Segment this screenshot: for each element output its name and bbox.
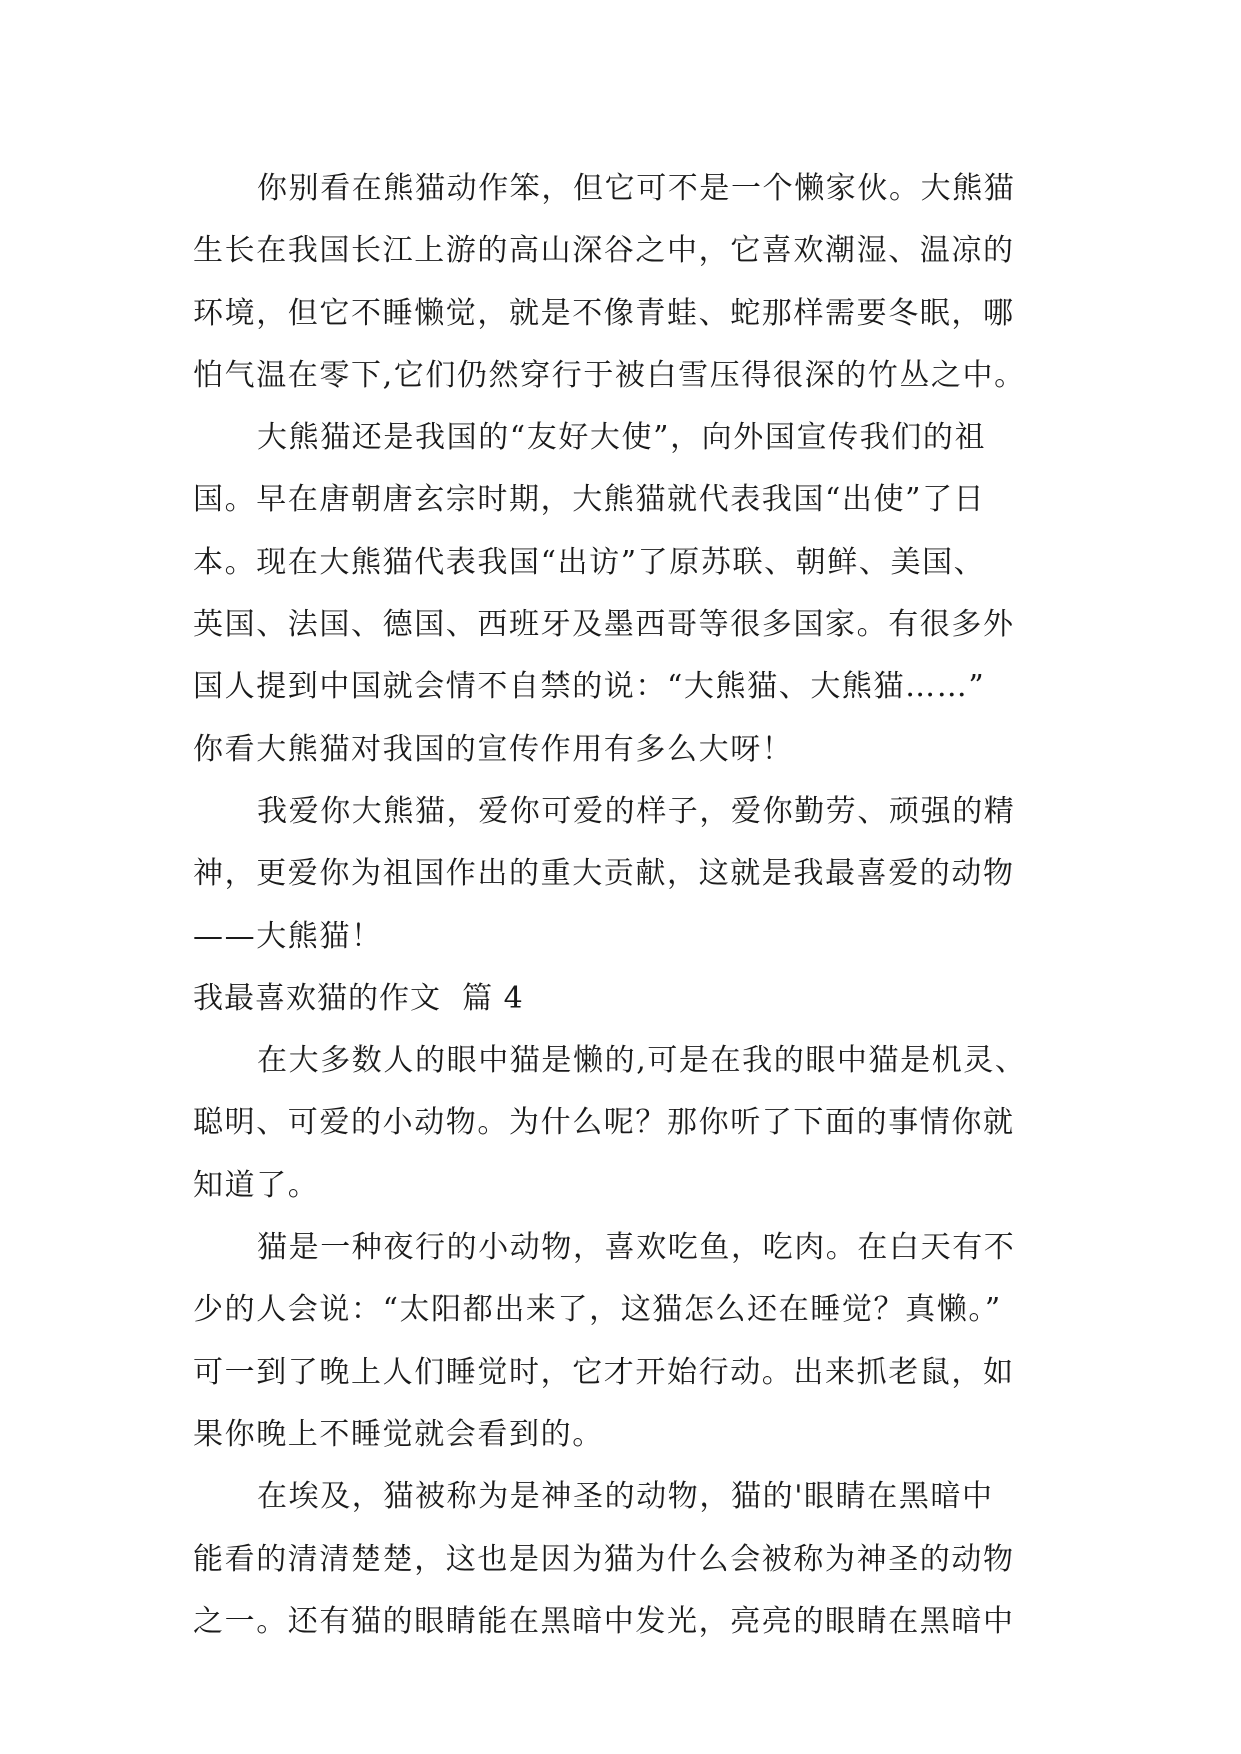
text-line: 国。早在唐朝唐玄宗时期，大熊猫就代表我国“出使”了日 [193, 482, 986, 518]
text-line: 之一。还有猫的眼睛能在黑暗中发光，亮亮的眼睛在黑暗中 [193, 1603, 1015, 1639]
text-line: 在大多数人的眼中猫是懒的,可是在我的眼中猫是机灵、 [257, 1043, 1027, 1079]
text-line: 果你晚上不睡觉就会看到的。 [193, 1416, 604, 1452]
text-line: ——大熊猫！ [193, 918, 383, 954]
text-line: 少的人会说：“太阳都出来了，这猫怎么还在睡觉？真懒。” [193, 1292, 1002, 1328]
text-line: 猫是一种夜行的小动物，喜欢吃鱼，吃肉。在白天有不 [257, 1230, 1016, 1266]
text-line: 在埃及，猫被称为是神圣的动物，猫的'眼睛在黑暗中 [257, 1479, 994, 1515]
text-line: 英国、法国、德国、西班牙及墨西哥等很多国家。有很多外 [193, 607, 1015, 643]
text-line: 大熊猫还是我国的“友好大使”，向外国宣传我们的祖 [257, 420, 987, 456]
document-body [193, 158, 1049, 1653]
text-line: 能看的清清楚楚，这也是因为猫为什么会被称为神圣的动物 [193, 1541, 1015, 1577]
text-line: 可一到了晚上人们睡觉时，它才开始行动。出来抓老鼠，如 [193, 1354, 1015, 1390]
text-line: 本。现在大熊猫代表我国“出访”了原苏联、朝鲜、美国、 [193, 544, 986, 580]
text-line: 聪明、可爱的小动物。为什么呢？那你听了下面的事情你就 [193, 1105, 1015, 1141]
text-line: 神，更爱你为祖国作出的重大贡献，这就是我最喜爱的动物 [193, 856, 1015, 892]
text-line: 你别看在熊猫动作笨，但它可不是一个懒家伙。大熊猫 [257, 171, 1016, 206]
text-line: 生长在我国长江上游的高山深谷之中，它喜欢潮湿、温凉的 [193, 233, 1015, 269]
section-heading: 我最喜欢猫的作文 篇 4 [193, 980, 524, 1016]
text-line: 你看大熊猫对我国的宣传作用有多么大呀！ [193, 731, 794, 767]
text-line: 怕气温在零下,它们仍然穿行于被白雪压得很深的竹丛之中。 [193, 357, 1026, 393]
text-line: 我爱你大熊猫，爱你可爱的样子，爱你勤劳、顽强的精 [257, 793, 1016, 829]
text-line: 环境，但它不睡懒觉，就是不像青蛙、蛇那样需要冬眠，哪 [193, 295, 1015, 331]
text-line: 知道了。 [193, 1167, 320, 1203]
text-line: 国人提到中国就会情不自禁的说：“大熊猫、大熊猫……” [193, 669, 986, 705]
